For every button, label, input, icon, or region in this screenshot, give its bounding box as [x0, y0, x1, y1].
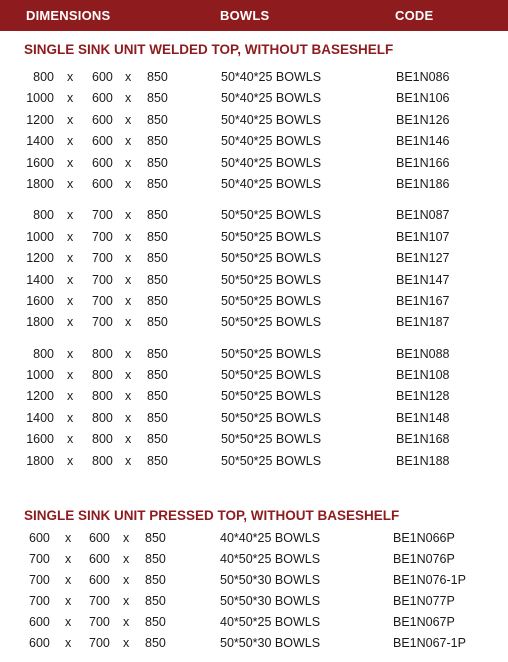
depth-value: 600: [89, 573, 110, 587]
depth-value: 600: [92, 155, 113, 170]
product-code: BE1N166: [396, 155, 450, 170]
depth-value: 600: [92, 70, 113, 84]
dimension-separator: x: [67, 368, 74, 383]
section-pressed-top-rows: [0, 528, 508, 654]
dimension-separator: x: [67, 134, 74, 149]
dimension-separator: x: [65, 552, 72, 566]
table-row: [0, 312, 508, 333]
width-value: 1600: [26, 293, 54, 308]
table-row: [0, 386, 508, 407]
table-row: [0, 248, 508, 269]
table-row: [0, 344, 508, 365]
table-row: [0, 291, 508, 312]
width-value: 1800: [26, 453, 54, 468]
table-row: [0, 612, 508, 633]
product-code: BE1N086: [396, 70, 450, 84]
height-value: 850: [145, 531, 166, 545]
group-spacer: [0, 195, 508, 205]
table-row: [0, 549, 508, 570]
bowls-value: 40*40*25 BOWLS: [220, 531, 321, 545]
product-code: BE1N187: [396, 315, 450, 330]
dimension-separator: x: [125, 368, 132, 383]
dimension-separator: x: [125, 112, 132, 127]
depth-value: 800: [92, 389, 113, 404]
product-code: BE1N067P: [393, 615, 455, 629]
table-row: [0, 270, 508, 291]
bowls-value: 50*40*25 BOWLS: [221, 91, 322, 106]
table-header: [0, 0, 508, 31]
dimension-separator: x: [125, 70, 132, 84]
dimension-separator: x: [67, 389, 74, 404]
dimension-separator: x: [65, 636, 72, 650]
product-code: BE1N067-1P: [393, 636, 466, 650]
table-row: [0, 528, 508, 549]
height-value: 850: [147, 272, 168, 287]
product-code: BE1N066P: [393, 531, 455, 545]
depth-value: 800: [92, 453, 113, 468]
height-value: 850: [145, 552, 166, 566]
product-code: BE1N186: [396, 176, 450, 191]
height-value: 850: [147, 389, 168, 404]
width-value: 600: [29, 615, 50, 629]
height-value: 850: [147, 410, 168, 425]
width-value: 1000: [26, 229, 54, 244]
dimension-separator: x: [123, 594, 130, 608]
width-value: 1800: [26, 315, 54, 330]
product-code: BE1N168: [396, 432, 450, 447]
table-row: [0, 591, 508, 612]
dimension-separator: x: [123, 531, 130, 545]
height-value: 850: [145, 573, 166, 587]
height-value: 850: [147, 453, 168, 468]
table-row: [0, 633, 508, 654]
height-value: 850: [145, 594, 166, 608]
height-value: 850: [147, 134, 168, 149]
width-value: 1400: [26, 134, 54, 149]
product-code: BE1N188: [396, 453, 450, 468]
bowls-value: 50*50*25 BOWLS: [221, 229, 322, 244]
dimension-separator: x: [67, 91, 74, 106]
dimension-separator: x: [67, 229, 74, 244]
dimension-separator: x: [67, 315, 74, 330]
product-code: BE1N077P: [393, 594, 455, 608]
depth-value: 700: [92, 315, 113, 330]
dimension-separator: x: [123, 552, 130, 566]
height-value: 850: [147, 176, 168, 191]
depth-value: 600: [92, 112, 113, 127]
width-value: 800: [33, 208, 54, 223]
dimension-separator: x: [125, 453, 132, 468]
product-code: BE1N126: [396, 112, 450, 127]
bowls-value: 50*50*25 BOWLS: [221, 453, 322, 468]
product-code: BE1N148: [396, 410, 450, 425]
depth-value: 600: [89, 531, 110, 545]
height-value: 850: [147, 368, 168, 383]
depth-value: 700: [89, 615, 110, 629]
depth-value: 700: [92, 272, 113, 287]
depth-value: 700: [89, 594, 110, 608]
height-value: 850: [147, 432, 168, 447]
bowls-value: 50*50*25 BOWLS: [221, 293, 322, 308]
width-value: 1200: [26, 389, 54, 404]
dimension-separator: x: [67, 272, 74, 287]
bowls-value: 50*50*25 BOWLS: [221, 368, 322, 383]
product-code: BE1N167: [396, 293, 450, 308]
table-row: [0, 131, 508, 152]
height-value: 850: [147, 346, 168, 361]
column-header-dimensions: DIMENSIONS: [26, 8, 111, 23]
table-row: [0, 429, 508, 450]
section-welded-top-rows: [0, 67, 508, 472]
product-code: BE1N076P: [393, 552, 455, 566]
dimension-separator: x: [125, 272, 132, 287]
product-code: BE1N128: [396, 389, 450, 404]
width-value: 800: [33, 70, 54, 84]
width-value: 1600: [26, 432, 54, 447]
depth-value: 600: [92, 176, 113, 191]
product-code: BE1N147: [396, 272, 450, 287]
width-value: 1400: [26, 272, 54, 287]
bowls-value: 40*50*25 BOWLS: [220, 615, 321, 629]
table-row: [0, 67, 508, 88]
dimension-separator: x: [125, 346, 132, 361]
width-value: 1200: [26, 112, 54, 127]
section-title-pressed-top: SINGLE SINK UNIT PRESSED TOP, WITHOUT BASESHELF: [24, 508, 400, 523]
table-row: [0, 451, 508, 472]
column-header-bowls: BOWLS: [220, 8, 270, 23]
dimension-separator: x: [123, 615, 130, 629]
dimension-separator: x: [67, 432, 74, 447]
width-value: 800: [33, 346, 54, 361]
dimension-separator: x: [123, 636, 130, 650]
height-value: 850: [147, 70, 168, 84]
dimension-separator: x: [65, 531, 72, 545]
depth-value: 800: [92, 346, 113, 361]
dimension-separator: x: [65, 615, 72, 629]
width-value: 700: [29, 594, 50, 608]
width-value: 600: [29, 636, 50, 650]
bowls-value: 50*50*25 BOWLS: [221, 251, 322, 266]
height-value: 850: [145, 636, 166, 650]
dimension-separator: x: [125, 229, 132, 244]
bowls-value: 50*50*25 BOWLS: [221, 346, 322, 361]
dimension-separator: x: [67, 70, 74, 84]
column-header-code: CODE: [395, 8, 434, 23]
product-code: BE1N146: [396, 134, 450, 149]
height-value: 850: [147, 112, 168, 127]
height-value: 850: [147, 293, 168, 308]
bowls-value: 50*50*25 BOWLS: [221, 315, 322, 330]
depth-value: 800: [92, 410, 113, 425]
bowls-value: 50*40*25 BOWLS: [221, 70, 322, 84]
width-value: 1000: [26, 368, 54, 383]
depth-value: 600: [89, 552, 110, 566]
dimension-separator: x: [125, 293, 132, 308]
table-row: [0, 174, 508, 195]
depth-value: 700: [92, 251, 113, 266]
bowls-value: 50*50*25 BOWLS: [221, 272, 322, 287]
dimension-separator: x: [125, 410, 132, 425]
depth-value: 800: [92, 432, 113, 447]
bowls-value: 40*50*25 BOWLS: [220, 552, 321, 566]
bowls-value: 50*40*25 BOWLS: [221, 134, 322, 149]
depth-value: 700: [89, 636, 110, 650]
height-value: 850: [147, 315, 168, 330]
height-value: 850: [147, 229, 168, 244]
section-title-welded-top: SINGLE SINK UNIT WELDED TOP, WITHOUT BASESHELF: [24, 42, 394, 57]
dimension-separator: x: [125, 134, 132, 149]
dimension-separator: x: [67, 155, 74, 170]
dimension-separator: x: [67, 293, 74, 308]
table-row: [0, 153, 508, 174]
width-value: 600: [29, 531, 50, 545]
height-value: 850: [147, 251, 168, 266]
dimension-separator: x: [65, 573, 72, 587]
dimension-separator: x: [125, 176, 132, 191]
dimension-separator: x: [125, 208, 132, 223]
product-code: BE1N088: [396, 346, 450, 361]
product-code: BE1N106: [396, 91, 450, 106]
height-value: 850: [147, 155, 168, 170]
table-row: [0, 88, 508, 109]
dimension-separator: x: [67, 346, 74, 361]
depth-value: 600: [92, 91, 113, 106]
width-value: 1800: [26, 176, 54, 191]
depth-value: 700: [92, 229, 113, 244]
width-value: 1400: [26, 410, 54, 425]
width-value: 700: [29, 573, 50, 587]
product-code: BE1N108: [396, 368, 450, 383]
dimension-separator: x: [125, 432, 132, 447]
bowls-value: 50*40*25 BOWLS: [221, 155, 322, 170]
dimension-separator: x: [123, 573, 130, 587]
dimension-separator: x: [67, 208, 74, 223]
bowls-value: 50*40*25 BOWLS: [221, 176, 322, 191]
height-value: 850: [147, 208, 168, 223]
dimension-separator: x: [125, 91, 132, 106]
dimension-separator: x: [125, 251, 132, 266]
dimension-separator: x: [67, 251, 74, 266]
table-row: [0, 365, 508, 386]
table-row: [0, 570, 508, 591]
dimension-separator: x: [125, 389, 132, 404]
width-value: 1200: [26, 251, 54, 266]
bowls-value: 50*50*25 BOWLS: [221, 410, 322, 425]
dimension-separator: x: [125, 315, 132, 330]
bowls-value: 50*50*30 BOWLS: [220, 573, 321, 587]
table-row: [0, 110, 508, 131]
table-row: [0, 227, 508, 248]
bowls-value: 50*40*25 BOWLS: [221, 112, 322, 127]
height-value: 850: [145, 615, 166, 629]
product-code: BE1N087: [396, 208, 450, 223]
dimension-separator: x: [67, 410, 74, 425]
height-value: 850: [147, 91, 168, 106]
table-row: [0, 205, 508, 226]
product-code: BE1N127: [396, 251, 450, 266]
group-spacer: [0, 334, 508, 344]
width-value: 700: [29, 552, 50, 566]
depth-value: 700: [92, 208, 113, 223]
product-code: BE1N107: [396, 229, 450, 244]
bowls-value: 50*50*25 BOWLS: [221, 389, 322, 404]
dimension-separator: x: [67, 453, 74, 468]
dimension-separator: x: [65, 594, 72, 608]
bowls-value: 50*50*30 BOWLS: [220, 636, 321, 650]
dimension-separator: x: [67, 176, 74, 191]
product-code: BE1N076-1P: [393, 573, 466, 587]
depth-value: 600: [92, 134, 113, 149]
dimension-separator: x: [67, 112, 74, 127]
dimension-separator: x: [125, 155, 132, 170]
bowls-value: 50*50*25 BOWLS: [221, 432, 322, 447]
depth-value: 700: [92, 293, 113, 308]
bowls-value: 50*50*30 BOWLS: [220, 594, 321, 608]
width-value: 1000: [26, 91, 54, 106]
bowls-value: 50*50*25 BOWLS: [221, 208, 322, 223]
depth-value: 800: [92, 368, 113, 383]
width-value: 1600: [26, 155, 54, 170]
table-row: [0, 408, 508, 429]
